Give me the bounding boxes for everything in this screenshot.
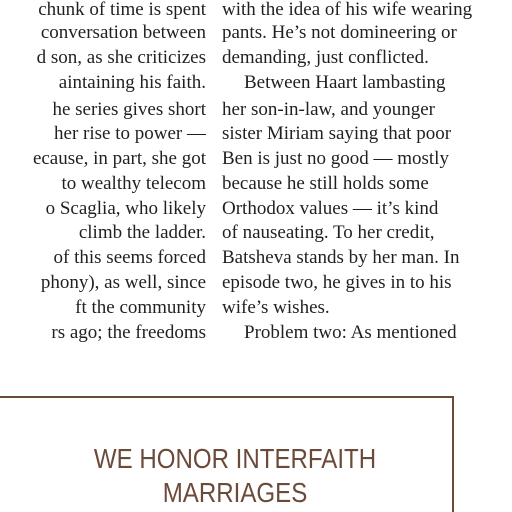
text-line: to wealthy telecom bbox=[61, 173, 206, 194]
text-line: phony), as well, since bbox=[40, 272, 206, 293]
text-line: of this seems forced bbox=[53, 247, 206, 268]
text-line: conversation between bbox=[40, 22, 206, 43]
text-line: Batsheva stands by her man. In bbox=[222, 247, 460, 268]
text-line: d son, as she criticizes bbox=[36, 47, 206, 68]
text-line: climb the ladder. bbox=[78, 222, 206, 243]
text-line: ecause, in part, she got bbox=[32, 148, 206, 169]
text-line: Orthodox values — it’s kind bbox=[222, 198, 439, 219]
ad-heading-line-1: WE HONOR INTERFAITH bbox=[93, 443, 377, 474]
article-left-column bbox=[0, 0, 206, 350]
text-line: with the idea of his wife wearing bbox=[222, 0, 473, 20]
text-line: Ben is just no good — mostly bbox=[222, 148, 449, 169]
article-right-column bbox=[222, 0, 473, 350]
text-line: of nauseating. To her credit, bbox=[222, 222, 435, 243]
text-line: her rise to power — bbox=[54, 123, 206, 144]
text-line: sister Miriam saying that poor bbox=[222, 123, 452, 144]
ad-heading-line-2: MARRIAGES bbox=[162, 477, 308, 508]
text-line: rs ago; the freedoms bbox=[51, 322, 206, 343]
text-line: chunk of time is spent bbox=[38, 0, 206, 20]
text-line: pants. He’s not domineering or bbox=[222, 22, 457, 43]
text-line: o Scaglia, who likely bbox=[45, 198, 206, 219]
text-line: he series gives short bbox=[52, 99, 206, 120]
text-line: because he still holds some bbox=[222, 173, 429, 194]
paragraph-start-line: Problem two: As mentioned bbox=[244, 322, 457, 343]
text-line: episode two, he gives in to his bbox=[222, 272, 452, 293]
paragraph-start-line: Between Haart lambasting bbox=[244, 72, 446, 93]
text-line: demanding, just conflicted. bbox=[222, 47, 429, 68]
text-line: wife’s wishes. bbox=[222, 297, 330, 318]
text-line: ft the community bbox=[75, 297, 206, 318]
text-line: aintaining his faith. bbox=[58, 72, 206, 93]
text-line: her son-in-law, and younger bbox=[222, 99, 435, 120]
